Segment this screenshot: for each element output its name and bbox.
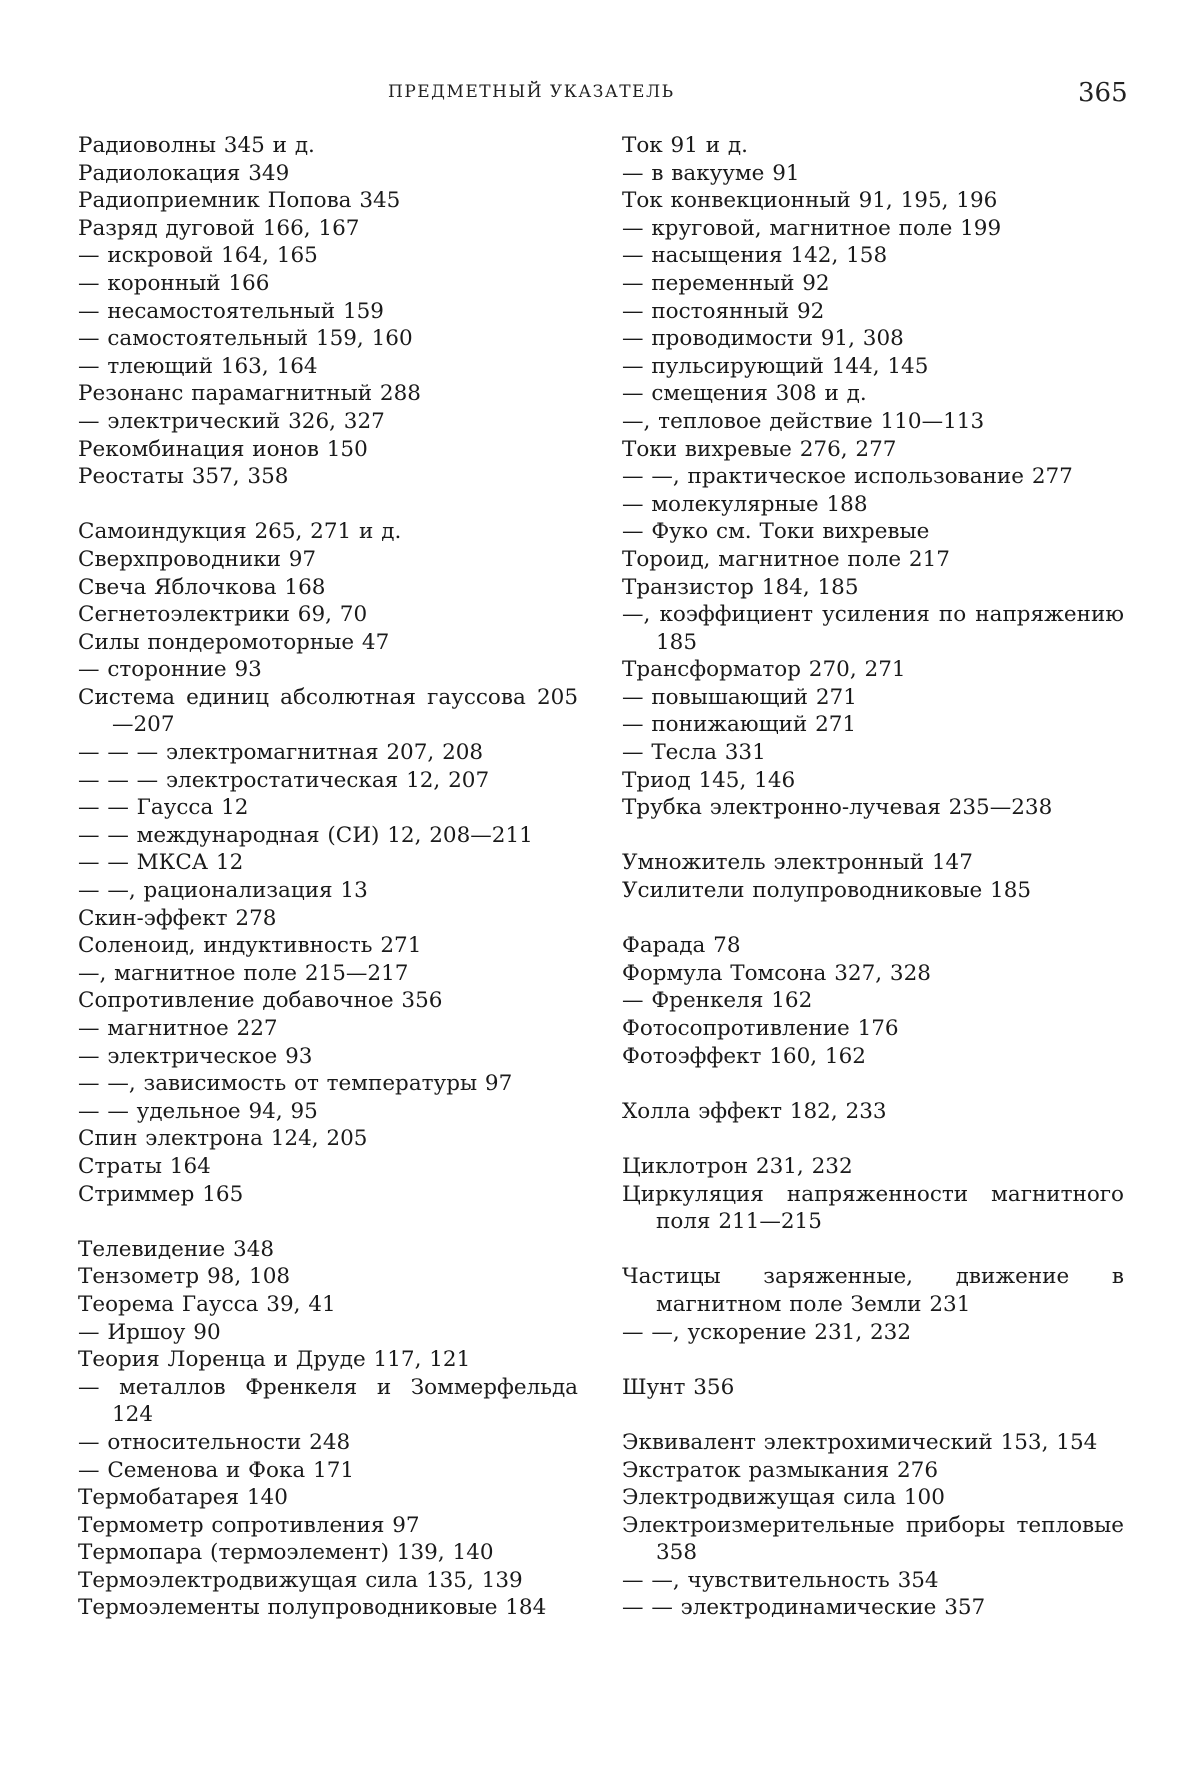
letter-group-gap: [622, 1125, 1124, 1153]
index-entry: — —, зависимость от температуры 97: [78, 1071, 513, 1097]
index-entry: Термоэлектродвижущая сила 135, 139: [78, 1567, 523, 1593]
letter-group-gap: [78, 491, 578, 519]
letter-group-gap: [622, 1236, 1124, 1264]
index-entry: Система единиц абсолютная гауссова 205—207: [78, 684, 578, 738]
index-entry: —, тепловое действие 110—113: [622, 408, 985, 434]
index-entry: — несамостоятельный 159: [78, 298, 384, 324]
index-entry: Формула Томсона 327, 328: [622, 960, 931, 986]
letter-group-gap: [622, 1401, 1124, 1429]
index-entry: — проводимости 91, 308: [622, 326, 904, 352]
index-entry: — Семенова и Фока 171: [78, 1457, 355, 1483]
index-entry: —, магнитное поле 215—217: [78, 960, 409, 986]
index-entry: — повышающий 271: [622, 684, 857, 710]
index-entry: — —, чувствительность 354: [622, 1567, 939, 1593]
index-entry: — коронный 166: [78, 270, 270, 296]
page-number: 365: [1078, 78, 1128, 108]
index-entry: Электродвижущая сила 100: [622, 1485, 945, 1511]
index-entry: — — — электростатическая 12, 207: [78, 767, 490, 793]
index-entry: Ток 91 и д.: [622, 133, 748, 158]
index-entry: Фарада 78: [622, 933, 741, 959]
index-entry: Токи вихревые 276, 277: [622, 436, 897, 462]
index-entry: Частицы заряженные, движение в магнитном поле Земли 231: [622, 1264, 1124, 1317]
index-entry: — Тесла 331: [622, 740, 766, 766]
index-entry: Сверхпроводники 97: [78, 546, 317, 572]
index-entry: Рекомбинация ионов 150: [78, 436, 368, 462]
index-entry: Холла эффект 182, 233: [622, 1098, 887, 1124]
letter-group-gap: [622, 822, 1124, 850]
index-entry: — Фуко см. Токи вихревые: [622, 519, 930, 545]
index-entry: — —, ускорение 231, 232: [622, 1319, 912, 1345]
index-entry: — металлов Френкеля и Зоммерфельда 124: [78, 1374, 578, 1428]
index-entry: — искровой 164, 165: [78, 243, 318, 269]
index-entry: Транзистор 184, 185: [622, 574, 859, 600]
index-entry: — — Гаусса 12: [78, 795, 249, 821]
index-entry: — постоянный 92: [622, 298, 825, 324]
index-entry: Разряд дуговой 166, 167: [78, 215, 360, 241]
index-entry: Сегнетоэлектрики 69, 70: [78, 602, 368, 628]
index-entry: Трубка электронно-лучевая 235—238: [622, 795, 1053, 821]
index-entry: — самостоятельный 159, 160: [78, 326, 413, 352]
index-entry: — тлеющий 163, 164: [78, 353, 318, 379]
index-entry: Термоэлементы полупроводниковые 184: [78, 1595, 547, 1621]
index-entry: — — электродинамические 357: [622, 1595, 986, 1621]
index-entry: — —, практическое использование 277: [622, 464, 1073, 490]
index-entry: — пульсирующий 144, 145: [622, 353, 929, 379]
index-entry: Циркуляция напряженности магнитного поля 211—215: [622, 1181, 1124, 1235]
index-entry: — — удельное 94, 95: [78, 1098, 318, 1124]
index-entry: Термометр сопротивления 97: [78, 1512, 420, 1538]
index-entry: Умножитель электронный 147: [622, 850, 973, 876]
index-entry: Соленоид, индуктивность 271: [78, 933, 422, 959]
index-entry: Фотоэффект 160, 162: [622, 1043, 866, 1069]
index-entry: — —, рационализация 13: [78, 878, 368, 904]
index-entry: Циклотрон 231, 232: [622, 1153, 853, 1179]
index-entry: — сторонние 93: [78, 657, 262, 683]
index-entry: — электрический 326, 327: [78, 408, 385, 434]
index-entry: — — международная (СИ) 12, 208—211: [78, 822, 533, 848]
index-entry: Термобатарея 140: [78, 1485, 288, 1511]
index-entry: — — МКСА 12: [78, 850, 244, 876]
index-entry: Фотосопротивление 176: [622, 1016, 899, 1041]
index-entry: — магнитное 227: [78, 1016, 278, 1041]
index-column-right: [622, 132, 1124, 1622]
index-entry: Страты 164: [78, 1153, 211, 1179]
index-entry: — электрическое 93: [78, 1043, 313, 1069]
letter-group-gap: [622, 1070, 1124, 1098]
index-entry: Радиоприемник Попова 345: [78, 188, 401, 214]
index-entry: — относительности 248: [78, 1429, 351, 1455]
index-entry: Резонанс парамагнитный 288: [78, 381, 421, 407]
index-entry: — Иршоу 90: [78, 1319, 221, 1345]
index-entry: Экстраток размыкания 276: [622, 1457, 939, 1483]
index-entry: Ток конвекционный 91, 195, 196: [622, 188, 998, 214]
index-entry: — в вакууме 91: [622, 160, 800, 186]
index-entry: Термопара (термоэлемент) 139, 140: [78, 1540, 494, 1566]
index-entry: Спин электрона 124, 205: [78, 1126, 368, 1152]
index-entry: — переменный 92: [622, 270, 830, 296]
index-entry: Реостаты 357, 358: [78, 464, 289, 490]
index-entry: — — — электромагнитная 207, 208: [78, 740, 484, 766]
index-entry: Свеча Яблочкова 168: [78, 574, 326, 600]
index-entry: Триод 145, 146: [622, 767, 796, 793]
index-entry: Тензометр 98, 108: [78, 1264, 291, 1290]
index-entry: Теория Лоренца и Друде 117, 121: [78, 1347, 471, 1373]
index-entry: — смещения 308 и д.: [622, 381, 867, 407]
index-entry: — молекулярные 188: [622, 491, 868, 517]
index-entry: Усилители полупроводниковые 185: [622, 878, 1032, 904]
index-column-left: [78, 132, 578, 1622]
index-entry: Теорема Гаусса 39, 41: [78, 1291, 336, 1317]
index-entry: — насыщения 142, 158: [622, 243, 888, 269]
index-entry: Радиоволны 345 и д.: [78, 133, 315, 158]
index-entry: Телевидение 348: [78, 1236, 275, 1262]
page-header: [0, 78, 1200, 108]
index-entry: Трансформатор 270, 271: [622, 657, 906, 683]
letter-group-gap: [78, 1208, 578, 1236]
index-entry: Тороид, магнитное поле 217: [622, 546, 950, 572]
index-entry: Эквивалент электрохимический 153, 154: [622, 1429, 1098, 1455]
index-entry: Электроизмерительные приборы тепловые 358: [622, 1512, 1124, 1566]
running-title: ПРЕДМЕТНЫЙ УКАЗАТЕЛЬ: [388, 82, 675, 102]
index-entry: —, коэффициент усиления по напряжению 185: [622, 602, 1124, 655]
index-entry: Шунт 356: [622, 1374, 735, 1400]
index-entry: Сопротивление добавочное 356: [78, 988, 443, 1014]
index-entry: — понижающий 271: [622, 712, 857, 738]
index-entry: — круговой, магнитное поле 199: [622, 215, 1002, 241]
letter-group-gap: [622, 1346, 1124, 1374]
index-entry: Самоиндукция 265, 271 и д.: [78, 519, 402, 545]
index-entry: Стриммер 165: [78, 1181, 244, 1207]
index-entry: Скин-эффект 278: [78, 905, 277, 931]
index-entry: — Френкеля 162: [622, 988, 813, 1014]
index-entry: Силы пондеромоторные 47: [78, 629, 390, 655]
index-entry: Радиолокация 349: [78, 160, 290, 186]
letter-group-gap: [622, 905, 1124, 933]
